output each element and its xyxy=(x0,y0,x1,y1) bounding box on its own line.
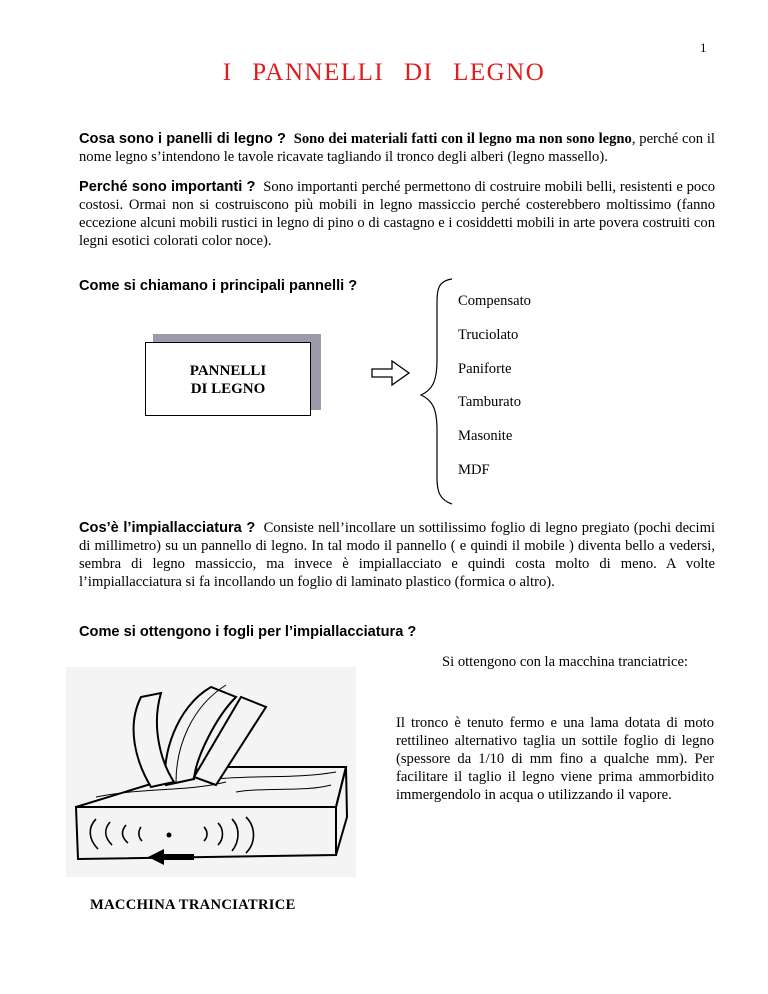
question-how-obtained: Come si ottengono i fogli per l’impiallacciatura ? xyxy=(79,624,417,640)
panel-item: Tamburato xyxy=(458,394,522,410)
panel-item: Compensato xyxy=(458,293,531,309)
question-what-are-panels: Cosa sono i panelli di legno ? xyxy=(79,131,286,147)
curly-brace xyxy=(421,279,452,504)
box-label-line1: PANNELLI xyxy=(189,363,267,379)
section-how-obtained xyxy=(79,623,715,641)
box-label-line2: DI LEGNO xyxy=(190,381,266,397)
question-veneering: Cos’è l’impiallacciatura ? xyxy=(79,520,256,536)
figure-caption: MACCHINA TRANCIATRICE xyxy=(90,897,296,913)
answer-intro: Si ottengono con la macchina tranciatrice: xyxy=(442,654,688,670)
panel-item: Paniforte xyxy=(458,361,512,377)
answer-why-important: Sono importanti perché permettono di costruire mobili belli, resistenti e poco costosi. Ormai non si costruiscono più mobili in legno massiccio perché costerebbero moltissimo (fanno eccezione alcuni mobili rustici in legno di pino o di castagno e i cosiddetti mobili in arte povera costruiti con legni esotici colorati color noce). xyxy=(79,179,716,249)
answer-how-obtained: Il tronco è tenuto fermo e una lama dotata di moto rettilineo alternativo taglia un sottile foglio di legno (spessore da 1/10 di mm fino a qualche mm). Per facilitare il taglio il legno viene prima ammorbidito immergendolo in acqua o utilizzando il vapore. xyxy=(396,715,714,803)
page-number: 1 xyxy=(700,40,707,55)
answer-rest: , perché con il nome legno s’intendono le tavole ricavate tagliando il tronco degli alberi (legno massello). xyxy=(79,131,715,165)
question-panel-names: Come si chiamano i principali pannelli ? xyxy=(79,278,358,294)
arrow-right-icon xyxy=(372,361,409,385)
answer-bold: Sono dei materiali fatti con il legno ma non sono legno xyxy=(293,131,632,147)
answer-veneering: Consiste nell’incollare un sottilissimo foglio di legno pregiato (pochi decimi di millimetro) su un pannello di legno. In tal modo il pannello ( e quindi il mobile ) diventa bello a vedersi, sembra di legno massiccio, ma invece è impiallacciato e quindi costa molto di meno. A volte l’impiallacciatura si fa incollando un foglio di laminato plastico (formica o altro). xyxy=(79,520,715,590)
panel-item: Masonite xyxy=(458,428,513,444)
question-why-important: Perché sono importanti ? xyxy=(79,179,256,195)
section-veneering xyxy=(79,519,715,591)
panel-item: MDF xyxy=(458,462,490,478)
page-title: I PANNELLI DI LEGNO xyxy=(222,59,546,86)
panel-item: Truciolato xyxy=(458,327,519,343)
slicing-machine-illustration xyxy=(66,667,356,877)
